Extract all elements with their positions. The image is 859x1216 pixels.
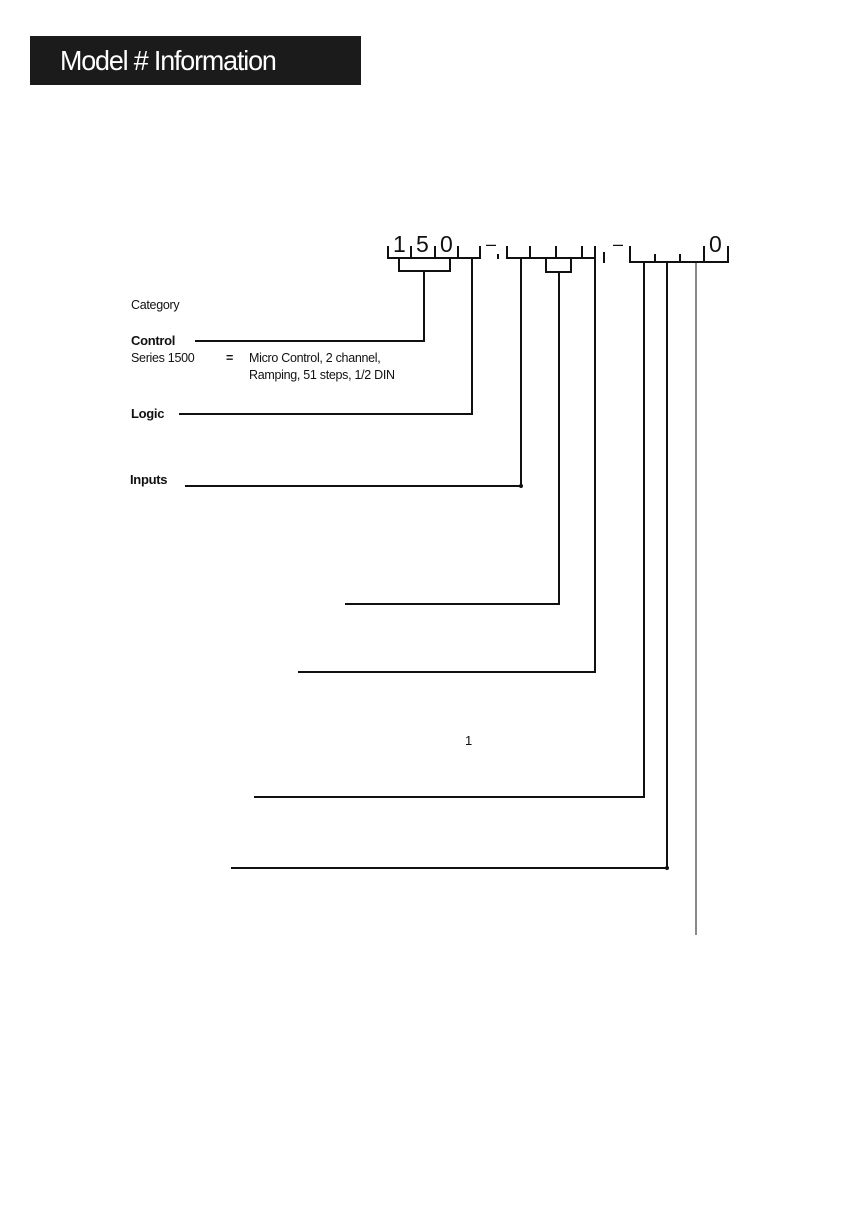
- leader-slot-4: [299, 258, 595, 672]
- label-inputs: Inputs: [130, 472, 168, 487]
- label-control: Control: [131, 333, 176, 348]
- code-digit-3: 0: [440, 231, 453, 257]
- label-series: Series 1500: [131, 351, 195, 365]
- series-description-line-1: Micro Control, 2 channel,: [249, 351, 381, 365]
- label-logic: Logic: [131, 406, 165, 421]
- series-description-line-2: Ramping, 51 steps, 1/2 DIN: [249, 368, 395, 382]
- code-digit-1: 1: [393, 231, 406, 257]
- code-trailing-digit: 0: [709, 231, 722, 257]
- code-separator-2: –: [613, 234, 624, 254]
- leader-input-range: [346, 272, 559, 604]
- code-bracket-group-3: [630, 247, 728, 262]
- label-equals: =: [226, 351, 233, 365]
- page-title: Model # Information: [60, 45, 276, 76]
- junction-dot-inputs: [519, 484, 523, 488]
- control-sub-bracket: [399, 259, 450, 271]
- input-sub-bracket: [546, 259, 571, 272]
- leader-output-1: [255, 262, 644, 797]
- label-category: Category: [131, 298, 180, 312]
- code-digit-2: 5: [416, 231, 429, 257]
- leader-control: [196, 271, 424, 341]
- code-separator-1: –: [486, 234, 497, 254]
- code-bracket-group-1: [388, 247, 480, 258]
- code-bracket-group-2: [507, 247, 595, 258]
- junction-dot-output-2: [665, 866, 669, 870]
- stray-mark: 1: [465, 733, 472, 748]
- leader-logic: [180, 258, 472, 414]
